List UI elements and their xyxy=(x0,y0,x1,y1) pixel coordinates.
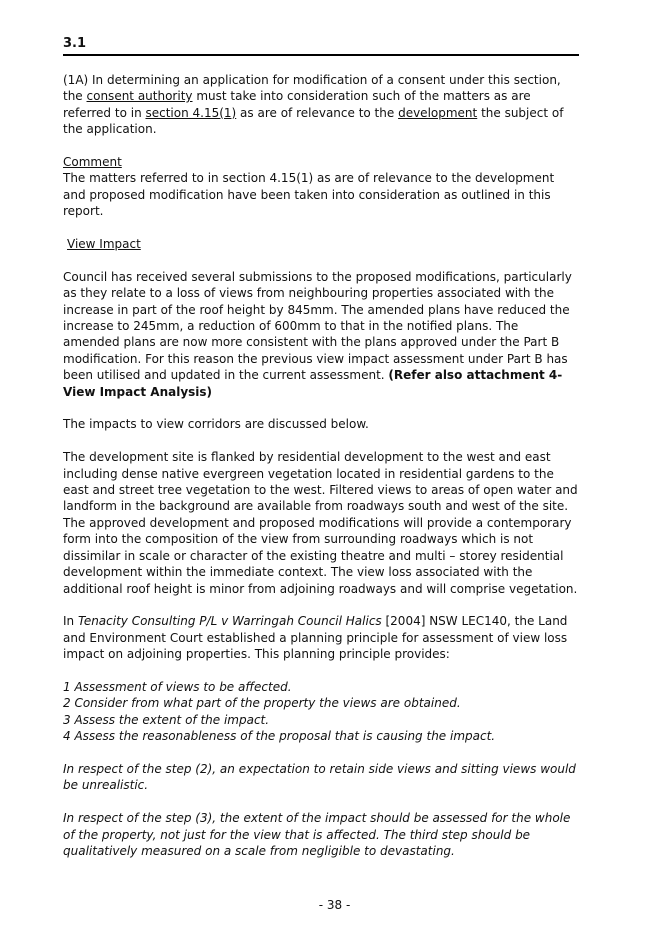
submissions-paragraph xyxy=(63,269,578,400)
list-item: 4 Assess the reasonableness of the proposal that is causing the impact. xyxy=(63,729,496,744)
consent-authority-link[interactable]: consent authority xyxy=(86,89,193,104)
site-paragraph: The development site is flanked by residential development to the west and east including dense native evergreen vegetation located in residential gardens to the east and street tree vegetation to the west. Filtered views to areas of open water and landform in the background are available from roadways south and west of the site. The approved development and proposed modifications will provide a contemporary form into the composition of the view from surrounding roadways which is not dissimilar in scale or character of the existing theatre and multi – storey residential development within the immediate context. The view loss associated with the additional roof height is minor from adjoining roadways and will comprise vegetation. xyxy=(63,450,578,596)
step-2-paragraph: In respect of the step (2), an expectation to retain side views and sitting views would be unrealistic. xyxy=(63,761,576,793)
list-item: 2 Consider from what part of the property the views are obtained. xyxy=(63,696,461,711)
steps-list xyxy=(63,679,578,745)
text-run: the subject of the application. xyxy=(63,105,564,137)
paragraph-1a xyxy=(63,72,578,138)
page-number: - 38 - xyxy=(318,898,351,912)
header-rule xyxy=(63,54,579,56)
attachment-reference: (Refer also attachment 4- View Impact Analysis) xyxy=(63,368,563,399)
text-run: In xyxy=(63,614,78,629)
comment-paragraph: The matters referred to in section 4.15(1) as are of relevance to the development and proposed modification have been taken into consideration as outlined in this report. xyxy=(63,171,555,219)
step-3-paragraph: In respect of the step (3), the extent of the impact should be assessed for the whole of the property, not just for the view that is affected. The third step should be qualitatively measured on a scale from negligible to devastating. xyxy=(63,811,571,858)
section-4-15-link[interactable]: section 4.15(1) xyxy=(145,105,237,120)
page-body xyxy=(63,72,578,876)
text-run: must take into consideration such of the matters as are referred to in xyxy=(63,89,531,120)
development-link[interactable]: development xyxy=(398,105,478,120)
text-run: (1A) In determining an application for modification of a consent under this section, the xyxy=(63,73,561,104)
tenacity-paragraph xyxy=(63,613,578,662)
list-item: 1 Assessment of views to be affected. xyxy=(63,679,292,694)
text-run: [2004] NSW LEC140, the Land and Environment Court established a planning principle for assessment of view loss impact on adjoining properties. This planning principle provides: xyxy=(63,614,568,662)
case-name: Tenacity Consulting P/L v Warringah Council Halics xyxy=(77,614,382,629)
list-item: 3 Assess the extent of the impact. xyxy=(63,712,270,727)
section-number: 3.1 xyxy=(63,36,87,51)
corridors-paragraph: The impacts to view corridors are discussed below. xyxy=(63,417,369,432)
comment-heading: Comment xyxy=(63,155,122,170)
text-run: Council has received several submissions to the proposed modifications, particularly as they relate to a loss of views from neighbouring properties associated with the increase in part of the roof height by 845mm. The amended plans have reduced the increase to 245mm, a reduction of 600mm to that in the notified plans. The amended plans are now more consistent with the plans approved under the Part B modification. For this reason the previous view impact assessment under Part B has been utilised and updated in the current assessment. xyxy=(63,269,572,383)
view-impact-heading: View Impact xyxy=(67,237,141,252)
text-run: as are of relevance to the xyxy=(236,105,399,120)
